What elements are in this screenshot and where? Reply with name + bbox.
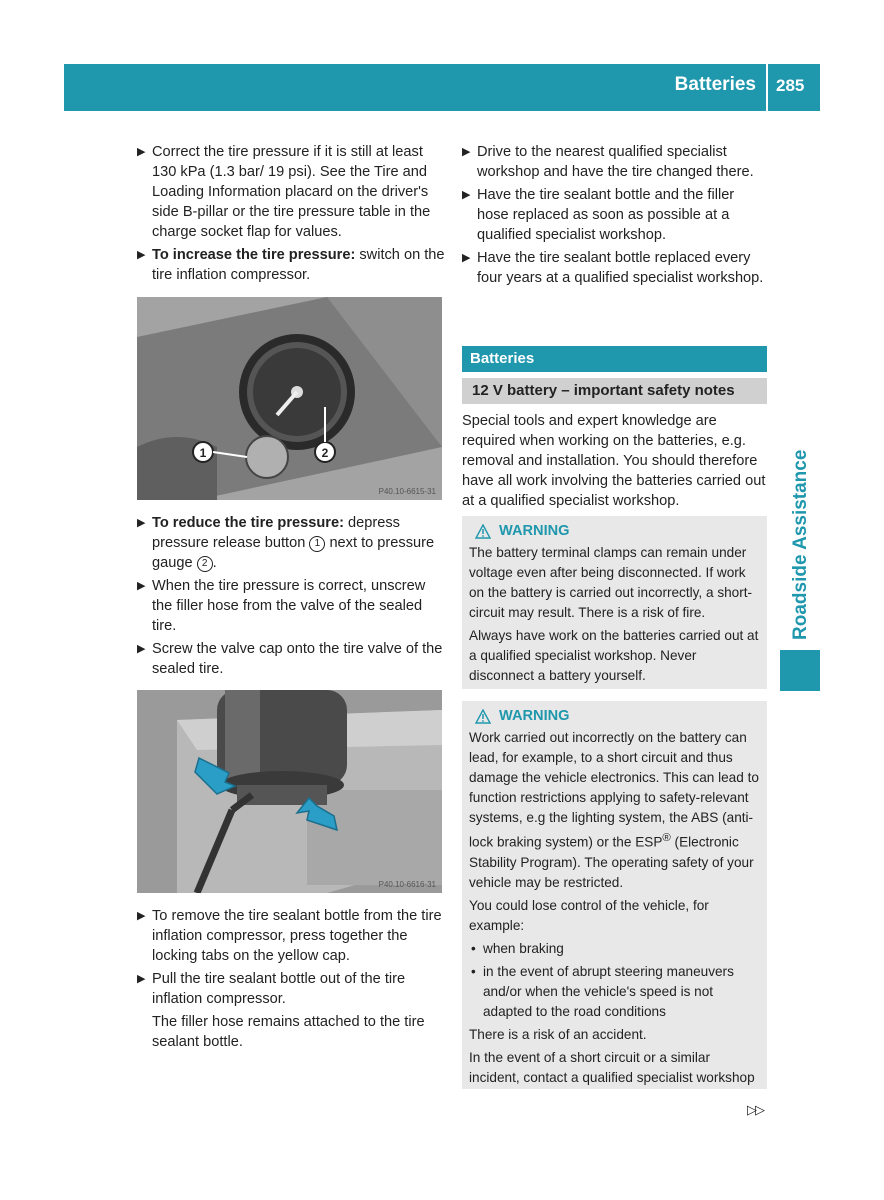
callout-ref-1: 1 — [309, 536, 325, 552]
list-item: ▶ To reduce the tire pressure: depress pressure release button 1 next to pressure gauge 2 . — [137, 515, 435, 571]
list-item: ▶ Correct the tire pressure if it is still at least 130 kPa (1.3 bar/ 19 psi). See the Tire and Loading Information placard on the driver's side B-pillar or the tire pressure table in the charge socket flap for values. — [137, 144, 431, 240]
warning-text: You could lose control of the vehicle, for example: — [469, 897, 709, 933]
sub-heading: 12 V battery – important safety notes — [462, 378, 767, 404]
warning-box-2 — [462, 701, 767, 1089]
bullet-arrow-icon: ▶ — [137, 146, 146, 158]
list-item: • when braking — [469, 939, 761, 959]
sealant-bottle-illustration — [137, 690, 442, 893]
header-divider — [766, 64, 768, 111]
warning-title: WARNING — [469, 706, 761, 726]
bullet-arrow-icon: ▶ — [137, 910, 146, 922]
warning-text: The battery terminal clamps can remain under voltage even after being disconnected. If work on the battery is carried out incorrectly, a short-circuit may result. There is a risk of fire. — [469, 545, 753, 620]
warning-text: There is a risk of an accident. — [469, 1026, 647, 1042]
right-column-top — [462, 142, 768, 291]
list-item: ▶ When the tire pressure is correct, unscrew the filler hose from the valve of the sealed tire. — [137, 578, 426, 634]
warning-text: In the event of a short circuit or a similar incident, contact a qualified specialist workshop — [469, 1049, 755, 1085]
bullet-arrow-icon: ▶ — [137, 973, 146, 985]
left-column-top — [137, 142, 445, 288]
page-header — [64, 64, 820, 111]
list-item: • in the event of abrupt steering maneuvers and/or when the vehicle's speed is not adapted to the road conditions — [471, 963, 734, 1019]
callout-ref-2: 2 — [197, 556, 213, 572]
bullet-arrow-icon: ▶ — [137, 249, 146, 261]
continue-arrows-icon: ▷▷ — [747, 1102, 763, 1117]
compressor-gauge-illustration — [137, 297, 442, 500]
page-number: 285 — [776, 76, 805, 95]
figure-code: P40.10-6615-31 — [378, 487, 436, 496]
list-item: ▶ Drive to the nearest qualified specialist workshop and have the tire changed there. — [462, 144, 754, 180]
left-column-middle — [137, 513, 445, 682]
warning-title: WARNING — [469, 521, 761, 541]
list-item: ▶ Have the tire sealant bottle replaced every four years at a qualified specialist workshop. — [462, 250, 764, 286]
compressor-gauge-photo — [137, 297, 442, 500]
callout-2: 2 — [321, 446, 329, 460]
side-tab-label: Roadside Assistance — [790, 449, 811, 640]
list-item: ▶ Pull the tire sealant bottle out of the tire inflation compressor. — [137, 971, 406, 1007]
warning-triangle-icon — [475, 524, 491, 539]
section-heading: Batteries — [462, 346, 767, 372]
list-item: ▶ To increase the tire pressure: switch on the tire inflation compressor. — [137, 247, 445, 283]
bullet-arrow-icon: ▶ — [137, 517, 146, 529]
bullet-arrow-icon: ▶ — [137, 643, 146, 655]
intro-paragraph: Special tools and expert knowledge are required when working on the batteries, e.g. removal and installation. You should therefore have all work involving the batteries carried out at a qualified specialist workshop. — [462, 413, 766, 509]
warning-text: Always have work on the batteries carried out at a qualified specialist workshop. Never disconnect a battery yourself. — [469, 628, 759, 683]
side-tab-marker — [780, 650, 820, 691]
figure-code: P40.10-6616-31 — [378, 880, 436, 889]
warning-triangle-icon — [475, 709, 491, 724]
note-text: The filler hose remains attached to the tire sealant bottle. — [152, 1014, 425, 1050]
bullet-arrow-icon: ▶ — [137, 580, 146, 592]
list-item: ▶ Screw the valve cap onto the tire valve of the sealed tire. — [137, 641, 443, 677]
list-item: ▶ To remove the tire sealant bottle from the tire inflation compressor, press together the locking tabs on the yellow cap. — [137, 908, 442, 964]
list-item: ▶ Have the tire sealant bottle and the filler hose replaced as soon as possible at a qualified specialist workshop. — [462, 187, 735, 243]
sealant-bottle-photo — [137, 690, 442, 893]
callout-1: 1 — [199, 446, 207, 460]
bullet-arrow-icon: ▶ — [462, 146, 471, 158]
bullet-arrow-icon: ▶ — [462, 189, 471, 201]
warning-text: Work carried out incorrectly on the battery can lead, for example, to a short circuit and thus damage the vehicle electronics. This can lead to function restrictions applying to safety-relevant systems, e.g the lighting system, the ABS (anti-lock braking system) or the ESP® (Electronic Stability Program). The operating safety of your vehicle may be restricted. — [469, 730, 759, 890]
bullet-dot-icon: • — [471, 963, 476, 979]
bullet-arrow-icon: ▶ — [462, 252, 471, 264]
warning-box-1 — [462, 516, 767, 689]
left-column-bottom — [137, 906, 445, 1055]
section-title: Batteries — [674, 74, 756, 95]
bullet-dot-icon: • — [471, 940, 476, 956]
